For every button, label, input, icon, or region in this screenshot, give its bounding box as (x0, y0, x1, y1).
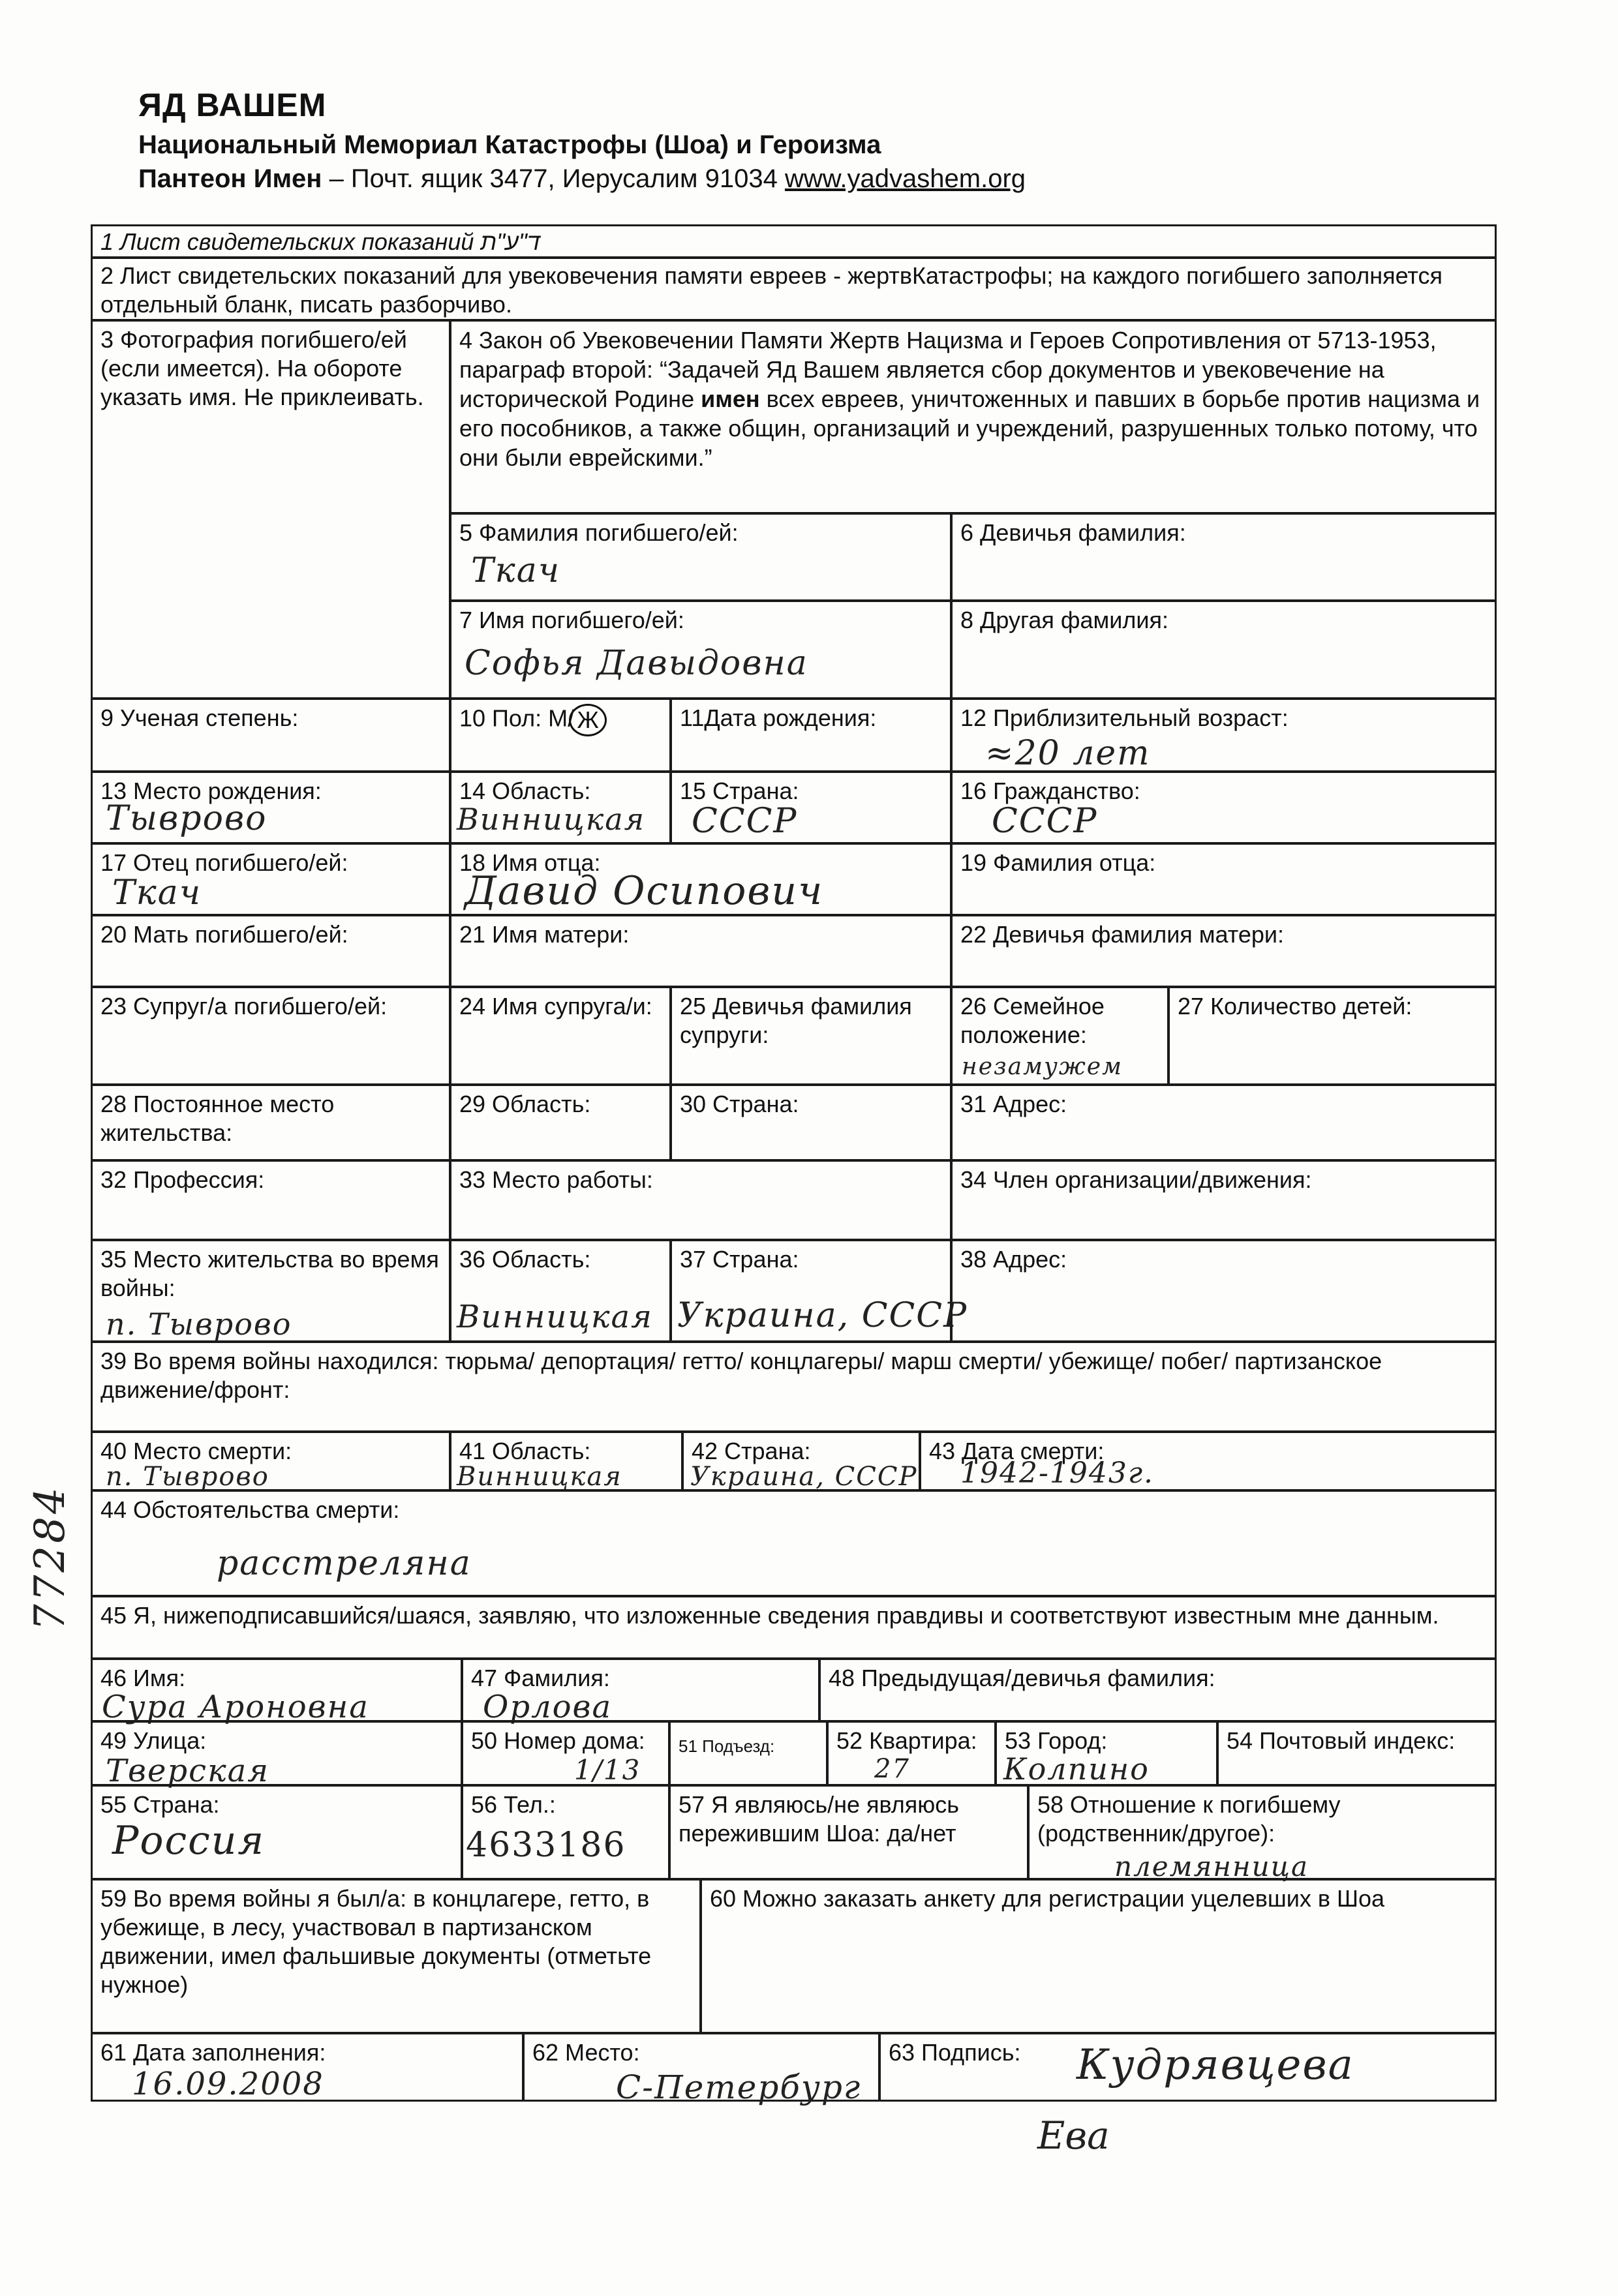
field-16-value: СССР (992, 802, 1098, 841)
field-10-label (459, 704, 663, 736)
field-33-label: 33 Место работы: (459, 1166, 653, 1193)
field-22-mother-maiden[interactable] (951, 914, 1497, 988)
field-48-label: 48 Предыдущая/девичья фамилия: (829, 1665, 1215, 1691)
pantheon-label: Пантеон Имен (138, 164, 322, 193)
field-17-label: 17 Отец погибшего/ей: (100, 849, 348, 876)
field-54-postal[interactable] (1217, 1721, 1497, 1786)
field-8-label: 8 Другая фамилия: (960, 607, 1168, 633)
field-4-label (459, 325, 1488, 472)
field-14-value: Винницкая (457, 802, 646, 837)
field-45-label: 45 Я, нижеподписавшийся/шаяся, заявляю, что изложенные сведения правдивы и соответствуют известным мне данным. (100, 1602, 1439, 1629)
field-42-value: Украина, СССР (690, 1462, 918, 1492)
field-42-label: 42 Страна: (692, 1438, 811, 1464)
field-25-spouse-maiden[interactable] (670, 986, 952, 1085)
field-20-mother[interactable] (91, 914, 451, 988)
field-49-street[interactable] (91, 1721, 463, 1789)
field-53-value: Колпино (1003, 1751, 1150, 1787)
field-23-spouse[interactable] (91, 986, 451, 1085)
field-37-label: 37 Страна: (680, 1246, 799, 1273)
field-3-label: 3 Фотография погибшего/ей (если имеется). На обороте указать имя. Не приклеивать. (100, 326, 424, 410)
field-24-spouse-name[interactable] (450, 986, 671, 1085)
field-19-label: 19 Фамилия отца: (960, 849, 1156, 876)
field-58-relation[interactable] (1028, 1785, 1497, 1880)
field-36-war-region[interactable] (450, 1239, 671, 1342)
field-6-maiden-name[interactable] (951, 513, 1497, 601)
field-52-apartment[interactable] (827, 1721, 996, 1786)
field-37-war-country[interactable] (670, 1239, 968, 1342)
field-44-value: расстреляна (217, 1544, 472, 1583)
organization-title: ЯД ВАШЕМ (138, 87, 327, 123)
field-26-label: 26 Семейное положение: (960, 993, 1105, 1048)
field-4-text-bold: имен (701, 385, 760, 412)
field-10-circled-option: Ж (569, 704, 607, 736)
field-43-label: 43 Дата смерти: (929, 1438, 1105, 1464)
field-55-value: Россия (112, 1818, 266, 1864)
field-29-region[interactable] (450, 1084, 671, 1161)
field-6-label: 6 Девичья фамилия: (960, 519, 1186, 546)
field-59-war-experience[interactable] (91, 1879, 701, 2034)
field-35-label: 35 Место жительства во время войны: (100, 1246, 439, 1301)
field-63-label: 63 Подпись: (889, 2039, 1021, 2066)
field-47-value: Орлова (483, 1689, 613, 1725)
field-12-value: ≈20 лет (985, 734, 1151, 773)
field-7-label: 7 Имя погибшего/ей: (459, 607, 684, 633)
field-52-label: 52 Квартира: (836, 1727, 977, 1754)
field-10-text: 10 Пол: М/ (459, 704, 575, 732)
field-30-country[interactable] (670, 1084, 952, 1161)
field-37-value: Украина, СССР (677, 1296, 968, 1335)
field-44-death-circumstances[interactable] (91, 1490, 1497, 1597)
field-63-signature[interactable] (879, 2032, 1497, 2102)
field-10-sex[interactable] (450, 698, 671, 772)
field-52-value: 27 (874, 1754, 910, 1784)
field-18-father-name[interactable] (450, 843, 952, 916)
registration-number-stamp: 77284 (26, 1485, 74, 1631)
field-15-label: 15 Страна: (680, 778, 799, 804)
field-59-label: 59 Во время войны я был/а: в концлагере, гетто, в убежище, в лесу, участвовал в партизанском движении, имел фальшивые документы (отметьте нужное) (100, 1885, 652, 1998)
field-5-value: Ткач (471, 551, 561, 590)
organization-subtitle: Национальный Мемориал Катастрофы (Шоа) и Героизма (138, 130, 881, 159)
field-38-label: 38 Адрес: (960, 1246, 1067, 1273)
field-23-label: 23 Супруг/а погибшего/ей: (100, 993, 388, 1020)
field-21-mother-name[interactable] (450, 914, 952, 988)
website-link[interactable]: www.yadvashem.org (784, 164, 1026, 193)
field-1 (91, 224, 1497, 258)
field-35-value: п. Тыврово (106, 1307, 292, 1342)
field-18-value: Давид Осипович (465, 868, 824, 914)
field-32-profession[interactable] (91, 1160, 451, 1241)
field-53-label: 53 Город: (1005, 1727, 1108, 1754)
field-46-label: 46 Имя: (100, 1665, 186, 1691)
field-50-label: 50 Номер дома: (471, 1727, 645, 1754)
field-7-value: Софья Давыдовна (465, 644, 808, 683)
field-4-law (450, 320, 1497, 514)
field-13-birthplace[interactable] (91, 771, 451, 844)
field-11-label: 11Дата рождения: (680, 704, 877, 731)
field-21-label: 21 Имя матери: (459, 921, 630, 948)
field-2-label: 2 Лист свидетельских показаний для увековечения памяти евреев - жертвКатастрофы; на каждого погибшего заполняется отдельный бланк, писать разборчиво. (100, 262, 1442, 318)
field-13-label: 13 Место рождения: (100, 778, 322, 804)
field-26-value: незамужем (962, 1053, 1123, 1080)
field-1-label: 1 Лист свидетельских показаний ד"ע"ת (100, 228, 540, 255)
field-28-label: 28 Постоянное место жительства: (100, 1091, 335, 1146)
field-55-label: 55 Страна: (100, 1791, 220, 1818)
field-47-submitter-surname[interactable] (461, 1658, 820, 1725)
field-13-value: Тыврово (106, 799, 267, 838)
field-36-label: 36 Область: (459, 1246, 591, 1273)
signature-continuation: Ева (1037, 2113, 1110, 2158)
field-44-label: 44 Обстоятельства смерти: (100, 1496, 400, 1523)
field-54-label: 54 Почтовый индекс: (1227, 1727, 1456, 1754)
field-11-birthdate[interactable] (670, 698, 952, 772)
field-41-death-region[interactable] (450, 1431, 683, 1491)
field-2 (91, 257, 1497, 321)
field-63-value: Кудрявцева (1076, 2041, 1354, 2089)
field-31-label: 31 Адрес: (960, 1091, 1067, 1117)
field-40-value: п. Тыврово (106, 1462, 269, 1492)
field-43-death-date[interactable] (919, 1431, 1497, 1491)
field-15-value: СССР (692, 802, 798, 841)
field-42-death-country[interactable] (682, 1431, 921, 1491)
field-4-text-end: всех евреев, уничтоженных и павших в борьбе против нацизма и его пособников, а также общин, организаций и учреждений, разрушенных только потому, что они были еврейскими.” (459, 385, 1480, 471)
field-57-survivor[interactable] (669, 1785, 1029, 1880)
field-41-value: Винницкая (457, 1462, 622, 1492)
field-18-label: 18 Имя отца: (459, 849, 601, 876)
field-39-label: 39 Во время войны находился: тюрьма/ депортация/ гетто/ концлагеры/ марш смерти/ убежище/ побег/ партизанское движение/фронт: (100, 1348, 1382, 1403)
field-53-city[interactable] (995, 1721, 1218, 1786)
field-27-label: 27 Количество детей: (1178, 993, 1412, 1020)
field-32-label: 32 Профессия: (100, 1166, 265, 1193)
field-8-other-surname[interactable] (951, 600, 1497, 699)
field-25-label: 25 Девичья фамилия супруги: (680, 993, 912, 1048)
field-46-value: Сура Ароновна (102, 1689, 369, 1725)
field-14-region[interactable] (450, 771, 671, 844)
field-4-text-start: 4 Закон об Увековечении Памяти Жертв Нацизма и Героев Сопротивления от 5713-1953, параграф второй: “Задачей Яд Вашем является сбор документов и увековечение на исторической Родине (459, 327, 1437, 412)
field-49-value: Тверская (106, 1753, 270, 1789)
field-20-label: 20 Мать погибшего/ей: (100, 921, 348, 948)
field-39-war-status[interactable] (91, 1341, 1497, 1432)
field-26-marital[interactable] (951, 986, 1169, 1085)
field-61-fill-date[interactable] (91, 2032, 524, 2102)
field-61-label: 61 Дата заполнения: (100, 2039, 326, 2066)
field-7-name[interactable] (450, 600, 952, 699)
field-45-declaration (91, 1595, 1497, 1659)
field-36-value: Винницкая (457, 1299, 653, 1335)
field-50-value: 1/13 (574, 1754, 641, 1786)
field-16-citizenship[interactable] (951, 771, 1497, 844)
field-47-label: 47 Фамилия: (471, 1665, 610, 1691)
field-14-label: 14 Область: (459, 778, 591, 804)
field-51-label: 51 Подъезд: (679, 1736, 775, 1756)
field-9-degree[interactable] (91, 698, 451, 772)
field-40-label: 40 Место смерти: (100, 1438, 292, 1464)
field-46-submitter-name[interactable] (91, 1658, 463, 1725)
field-56-value: 4633186 (466, 1826, 626, 1865)
field-34-label: 34 Член организации/движения: (960, 1166, 1312, 1193)
field-60-survivor-form[interactable] (700, 1879, 1497, 2034)
field-16-label: 16 Гражданство: (960, 778, 1140, 804)
field-5-label: 5 Фамилия погибшего/ей: (459, 519, 739, 546)
field-43-value: 1942-1943г. (960, 1457, 1155, 1490)
field-41-label: 41 Область: (459, 1438, 591, 1464)
field-17-father[interactable] (91, 843, 451, 916)
field-9-label: 9 Ученая степень: (100, 704, 299, 731)
field-62-fill-place[interactable] (523, 2032, 880, 2106)
field-12-label: 12 Приблизительный возраст: (960, 704, 1289, 731)
field-56-phone[interactable] (461, 1785, 670, 1880)
postal-address: – Почт. ящик 3477, Иерусалим 91034 (322, 164, 785, 193)
field-28-residence[interactable] (91, 1084, 451, 1161)
field-22-label: 22 Девичья фамилия матери: (960, 921, 1285, 948)
field-40-death-place[interactable] (91, 1431, 451, 1491)
field-29-label: 29 Область: (459, 1091, 591, 1117)
field-34-membership[interactable] (951, 1160, 1497, 1241)
field-27-children[interactable] (1168, 986, 1497, 1085)
field-5-surname[interactable] (450, 513, 952, 601)
field-55-country[interactable] (91, 1785, 463, 1880)
field-50-house[interactable] (461, 1721, 670, 1786)
field-62-value: С-Петербург (616, 2068, 862, 2106)
field-15-country[interactable] (670, 771, 952, 844)
field-58-value: племянница (1114, 1850, 1309, 1882)
field-35-war-residence[interactable] (91, 1239, 451, 1342)
field-58-label: 58 Отношение к погибшему (родственник/другое): (1037, 1791, 1341, 1847)
field-38-war-address[interactable] (951, 1239, 1497, 1342)
field-60-label: 60 Можно заказать анкету для регистрации уцелевших в Шоа (710, 1885, 1384, 1912)
field-49-label: 49 Улица: (100, 1727, 207, 1754)
field-19-father-surname[interactable] (951, 843, 1497, 916)
field-61-value: 16.09.2008 (132, 2066, 324, 2102)
field-51-entrance[interactable] (669, 1721, 828, 1786)
field-62-label: 62 Место: (532, 2039, 640, 2066)
field-33-workplace[interactable] (450, 1160, 952, 1241)
field-30-label: 30 Страна: (680, 1091, 799, 1117)
field-56-label: 56 Тел.: (471, 1791, 556, 1818)
field-24-label: 24 Имя супруга/и: (459, 993, 652, 1020)
field-57-label: 57 Я являюсь/не являюсь пережившим Шоа: да/нет (679, 1791, 960, 1847)
field-31-address[interactable] (951, 1084, 1497, 1161)
field-12-age[interactable] (951, 698, 1497, 772)
field-48-submitter-maiden[interactable] (819, 1658, 1497, 1722)
field-3-photo (91, 320, 451, 699)
field-17-value: Ткач (112, 873, 202, 913)
